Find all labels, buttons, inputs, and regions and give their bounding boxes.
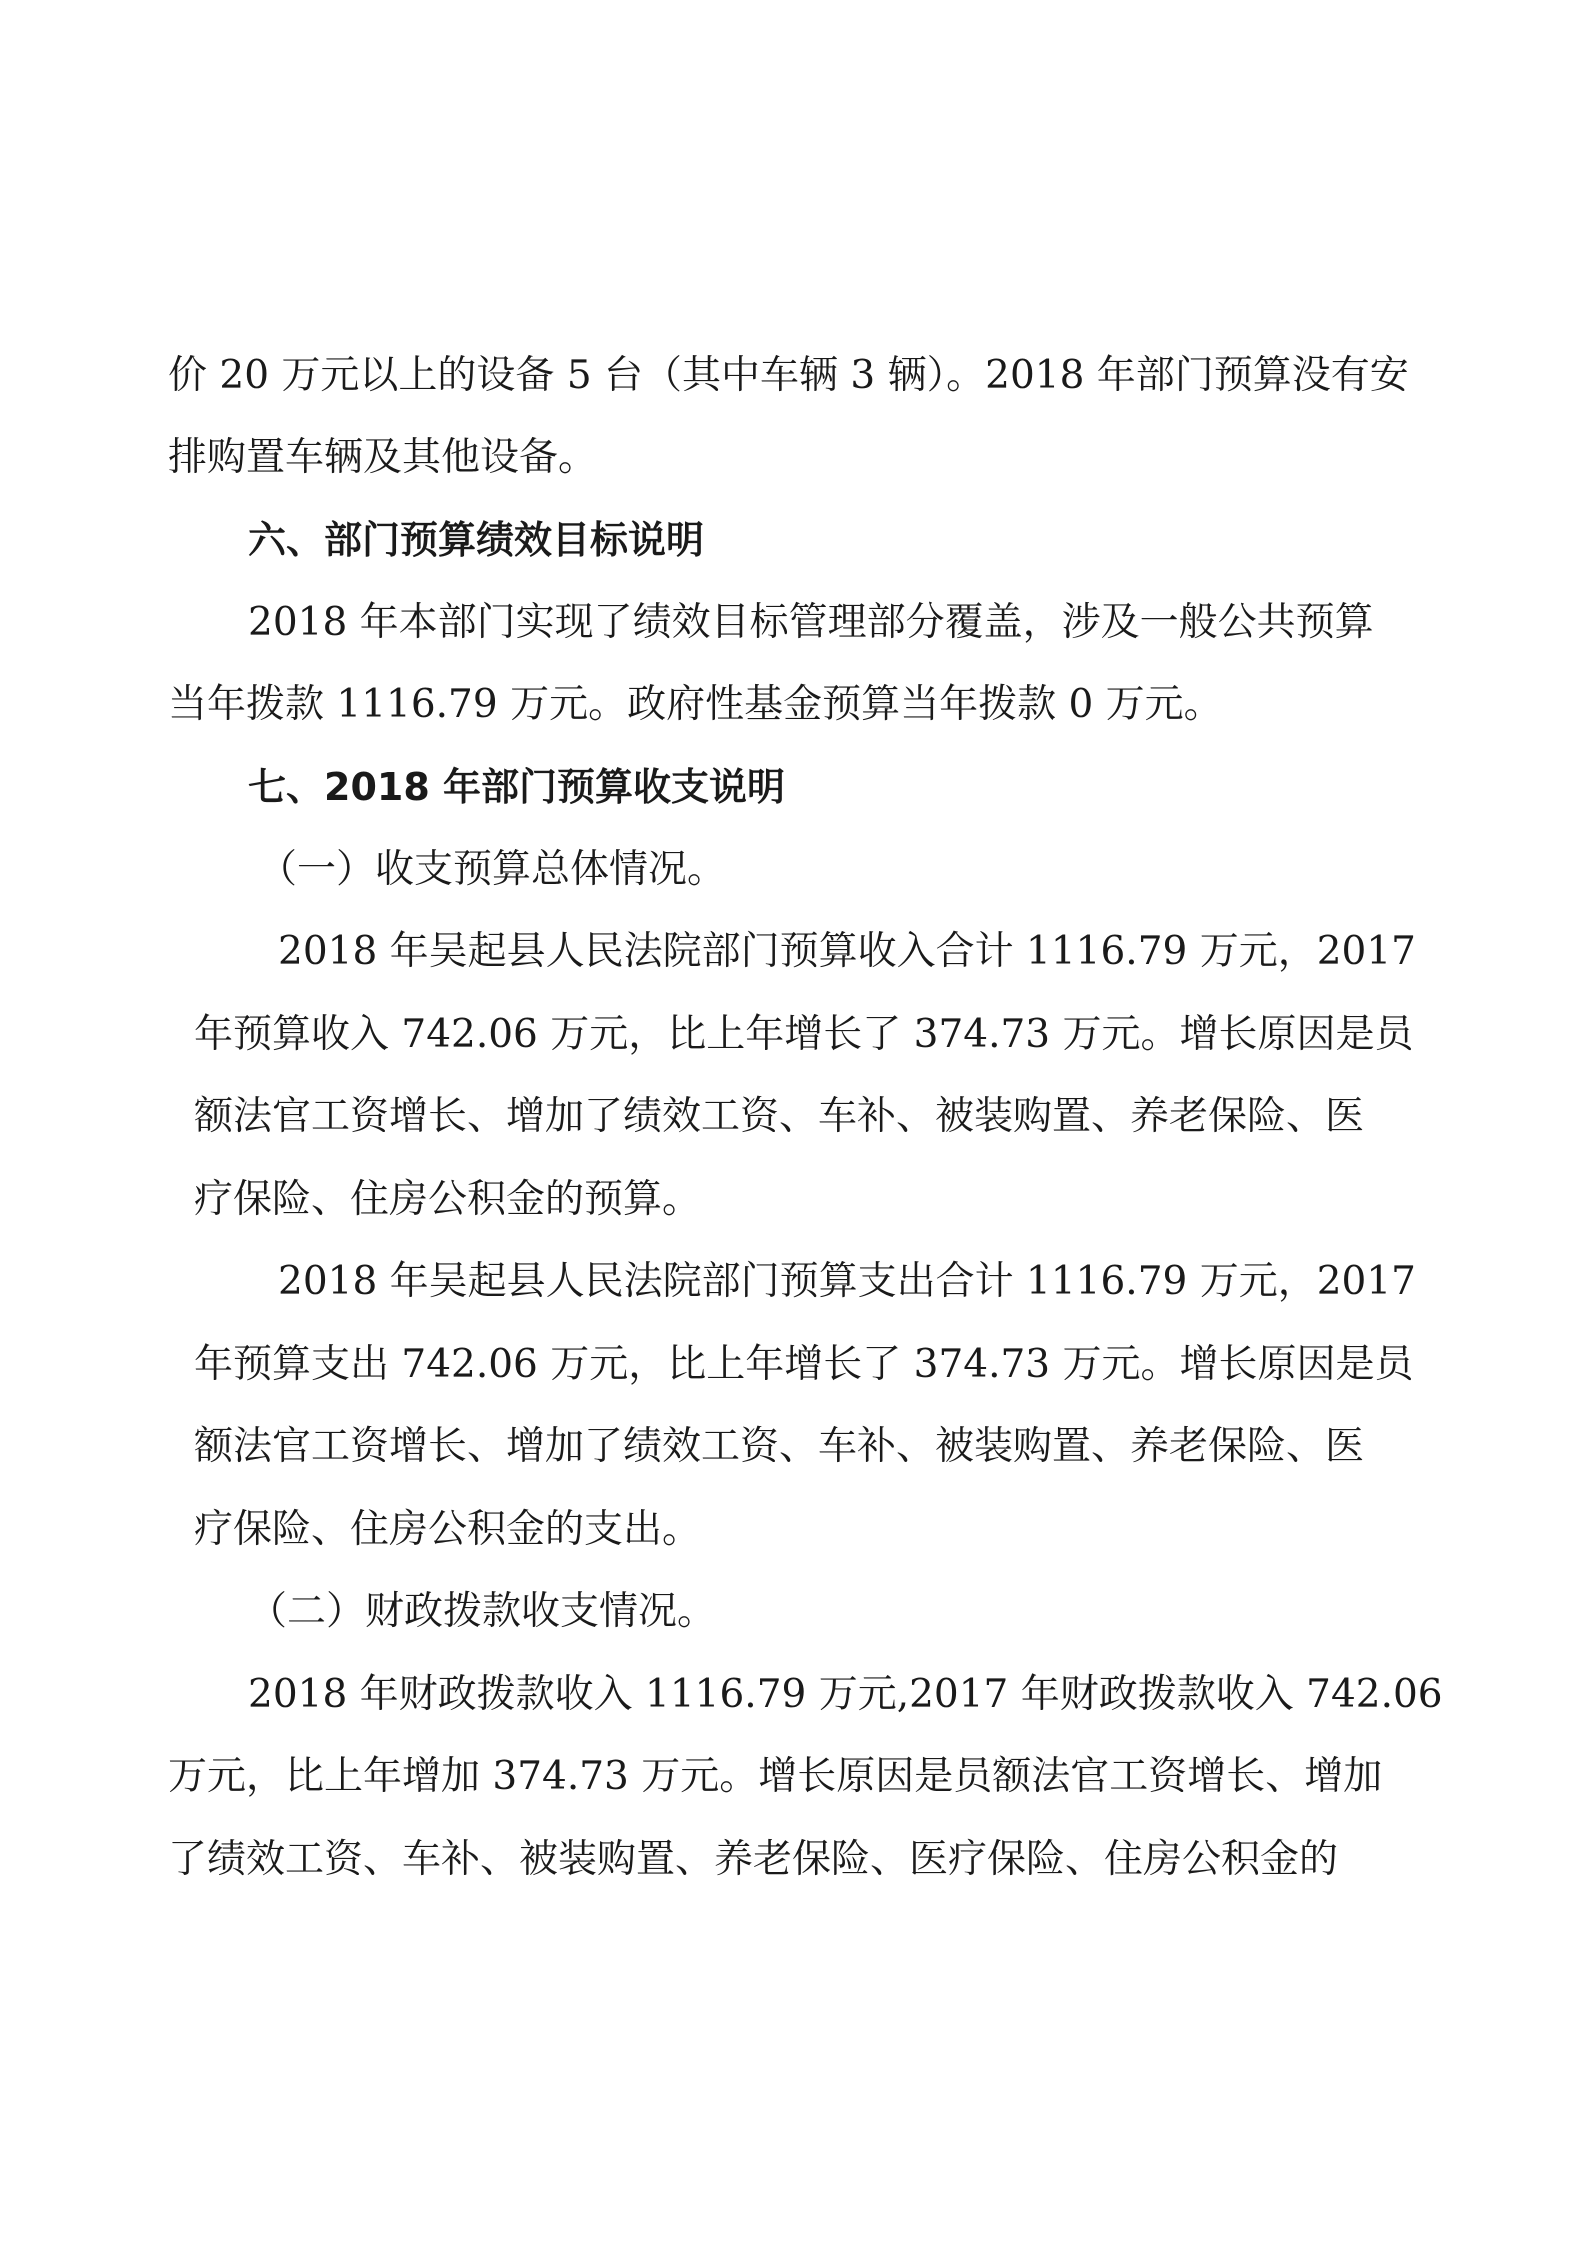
body-text-line: 万元，比上年增加 374.73 万元。增长原因是员额法官工资增长、增加 bbox=[168, 1754, 1383, 1799]
body-text-line: 价 20 万元以上的设备 5 台（其中车辆 3 辆）。2018 年部门预算没有安 bbox=[168, 353, 1409, 398]
body-text-line: 年预算收入 742.06 万元，比上年增长了 374.73 万元。增长原因是员 bbox=[194, 1012, 1414, 1057]
body-text-line: 2018 年财政拨款收入 1116.79 万元,2017 年财政拨款收入 742.06 bbox=[248, 1672, 1443, 1717]
body-text-line: 疗保险、住房公积金的预算。 bbox=[194, 1177, 702, 1222]
section-heading: 六、部门预算绩效目标说明 bbox=[248, 518, 705, 562]
subsection-heading: （一）收支预算总体情况。 bbox=[258, 847, 727, 892]
body-text-line: 排购置车辆及其他设备。 bbox=[168, 435, 598, 480]
subsection-heading: （二）财政拨款收支情况。 bbox=[248, 1589, 717, 1634]
body-text-line: 2018 年本部门实现了绩效目标管理部分覆盖，涉及一般公共预算 bbox=[248, 600, 1374, 645]
section-heading: 七、2018 年部门预算收支说明 bbox=[248, 765, 785, 809]
body-text-line: 了绩效工资、车补、被装购置、养老保险、医疗保险、住房公积金的 bbox=[168, 1837, 1339, 1882]
body-text-line: 当年拨款 1116.79 万元。政府性基金预算当年拨款 0 万元。 bbox=[168, 682, 1223, 727]
body-text-line: 额法官工资增长、增加了绩效工资、车补、被装购置、养老保险、医 bbox=[194, 1094, 1365, 1139]
body-text-line: 年预算支出 742.06 万元，比上年增长了 374.73 万元。增长原因是员 bbox=[194, 1342, 1414, 1387]
body-text-line: 2018 年吴起县人民法院部门预算支出合计 1116.79 万元，2017 bbox=[278, 1259, 1416, 1304]
body-text-line: 2018 年吴起县人民法院部门预算收入合计 1116.79 万元，2017 bbox=[278, 929, 1416, 974]
body-text-line: 额法官工资增长、增加了绩效工资、车补、被装购置、养老保险、医 bbox=[194, 1424, 1365, 1469]
body-text-line: 疗保险、住房公积金的支出。 bbox=[194, 1507, 702, 1552]
